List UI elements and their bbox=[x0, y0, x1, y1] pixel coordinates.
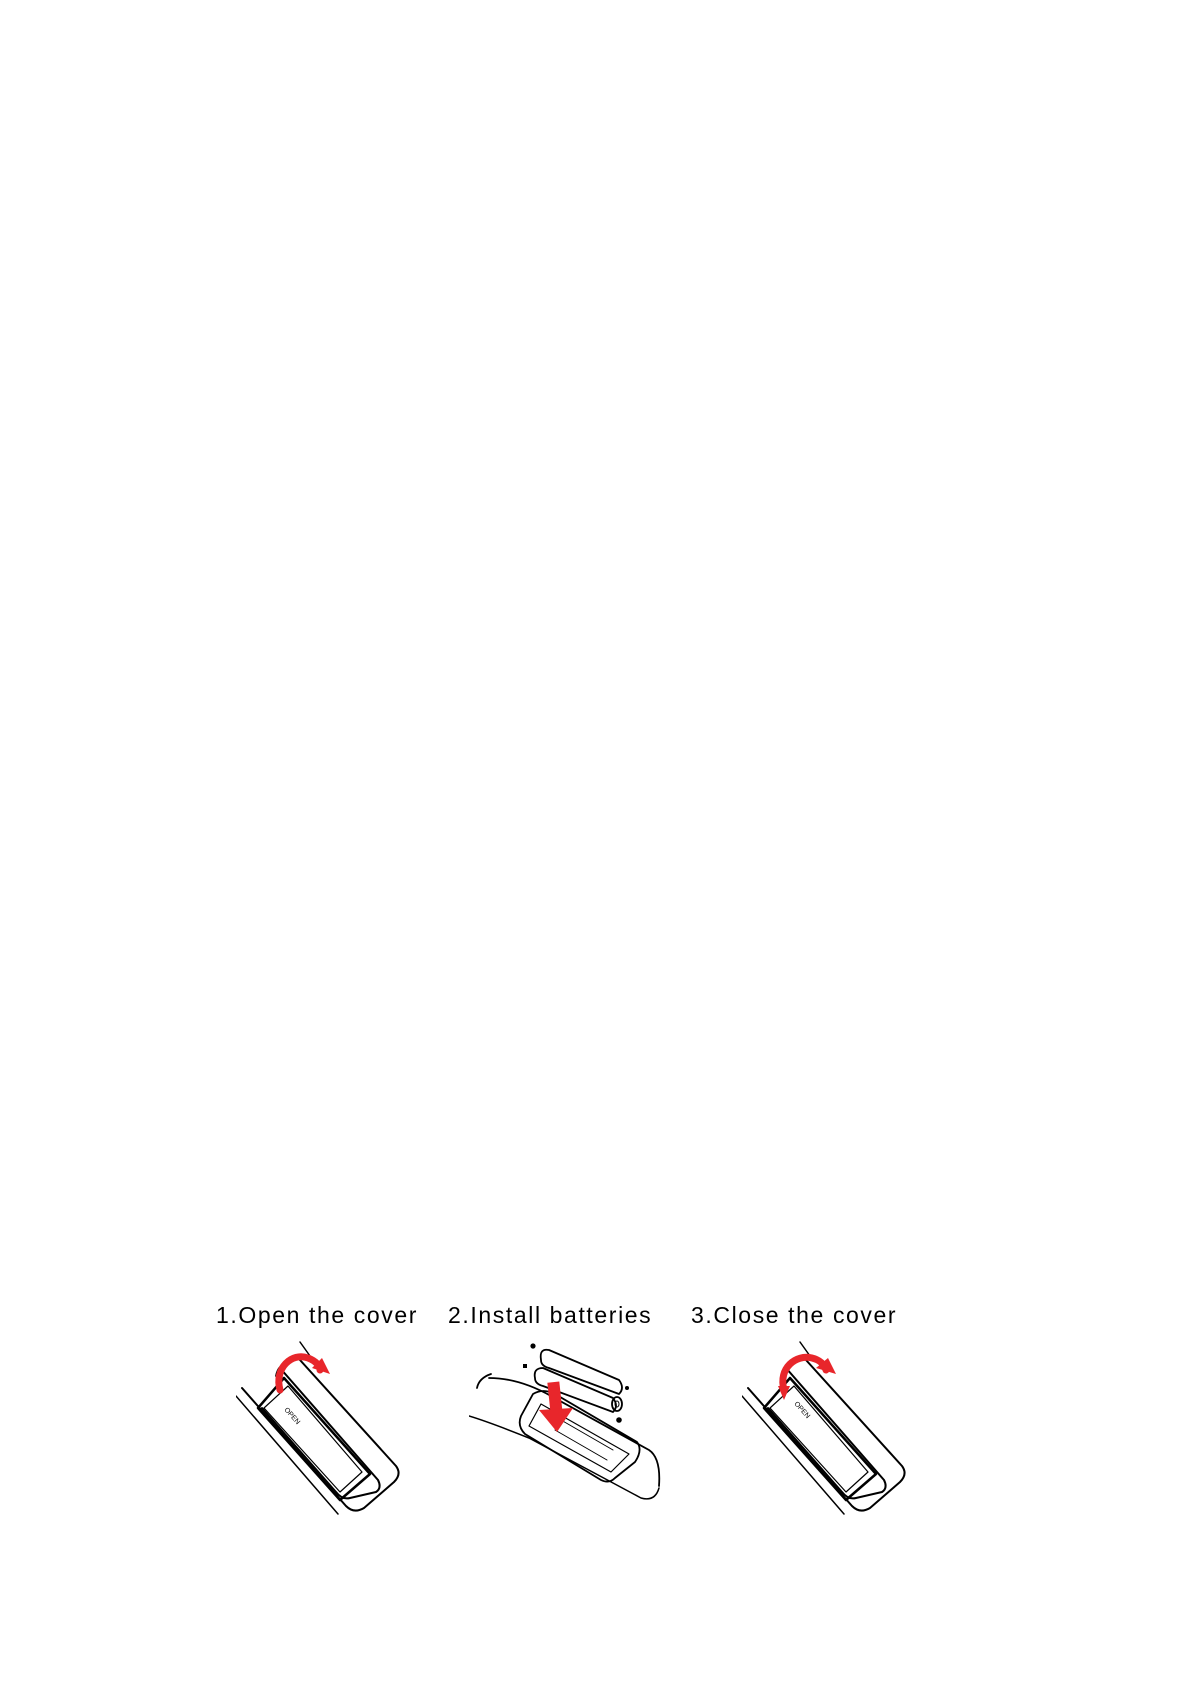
install-batteries-illustration bbox=[469, 1338, 665, 1518]
open-cover-illustration bbox=[236, 1338, 404, 1518]
remote-close-drawing bbox=[742, 1338, 910, 1518]
polarity-mark bbox=[625, 1386, 629, 1390]
remote-batteries-drawing bbox=[469, 1338, 665, 1518]
close-cover-illustration bbox=[742, 1338, 910, 1518]
polarity-minus-mark bbox=[523, 1364, 527, 1368]
step-2-caption: 2.Install batteries bbox=[448, 1302, 653, 1328]
polarity-mark bbox=[616, 1417, 622, 1423]
polarity-plus-mark bbox=[530, 1343, 535, 1348]
curved-arrow-icon bbox=[778, 1357, 836, 1400]
cover-close-label: OPEN bbox=[792, 1400, 811, 1421]
remote-open-drawing bbox=[236, 1338, 404, 1518]
step-1-caption: 1.Open the cover bbox=[216, 1302, 419, 1328]
step-3-caption: 3.Close the cover bbox=[691, 1302, 898, 1328]
cover-open-label: OPEN bbox=[282, 1406, 301, 1427]
